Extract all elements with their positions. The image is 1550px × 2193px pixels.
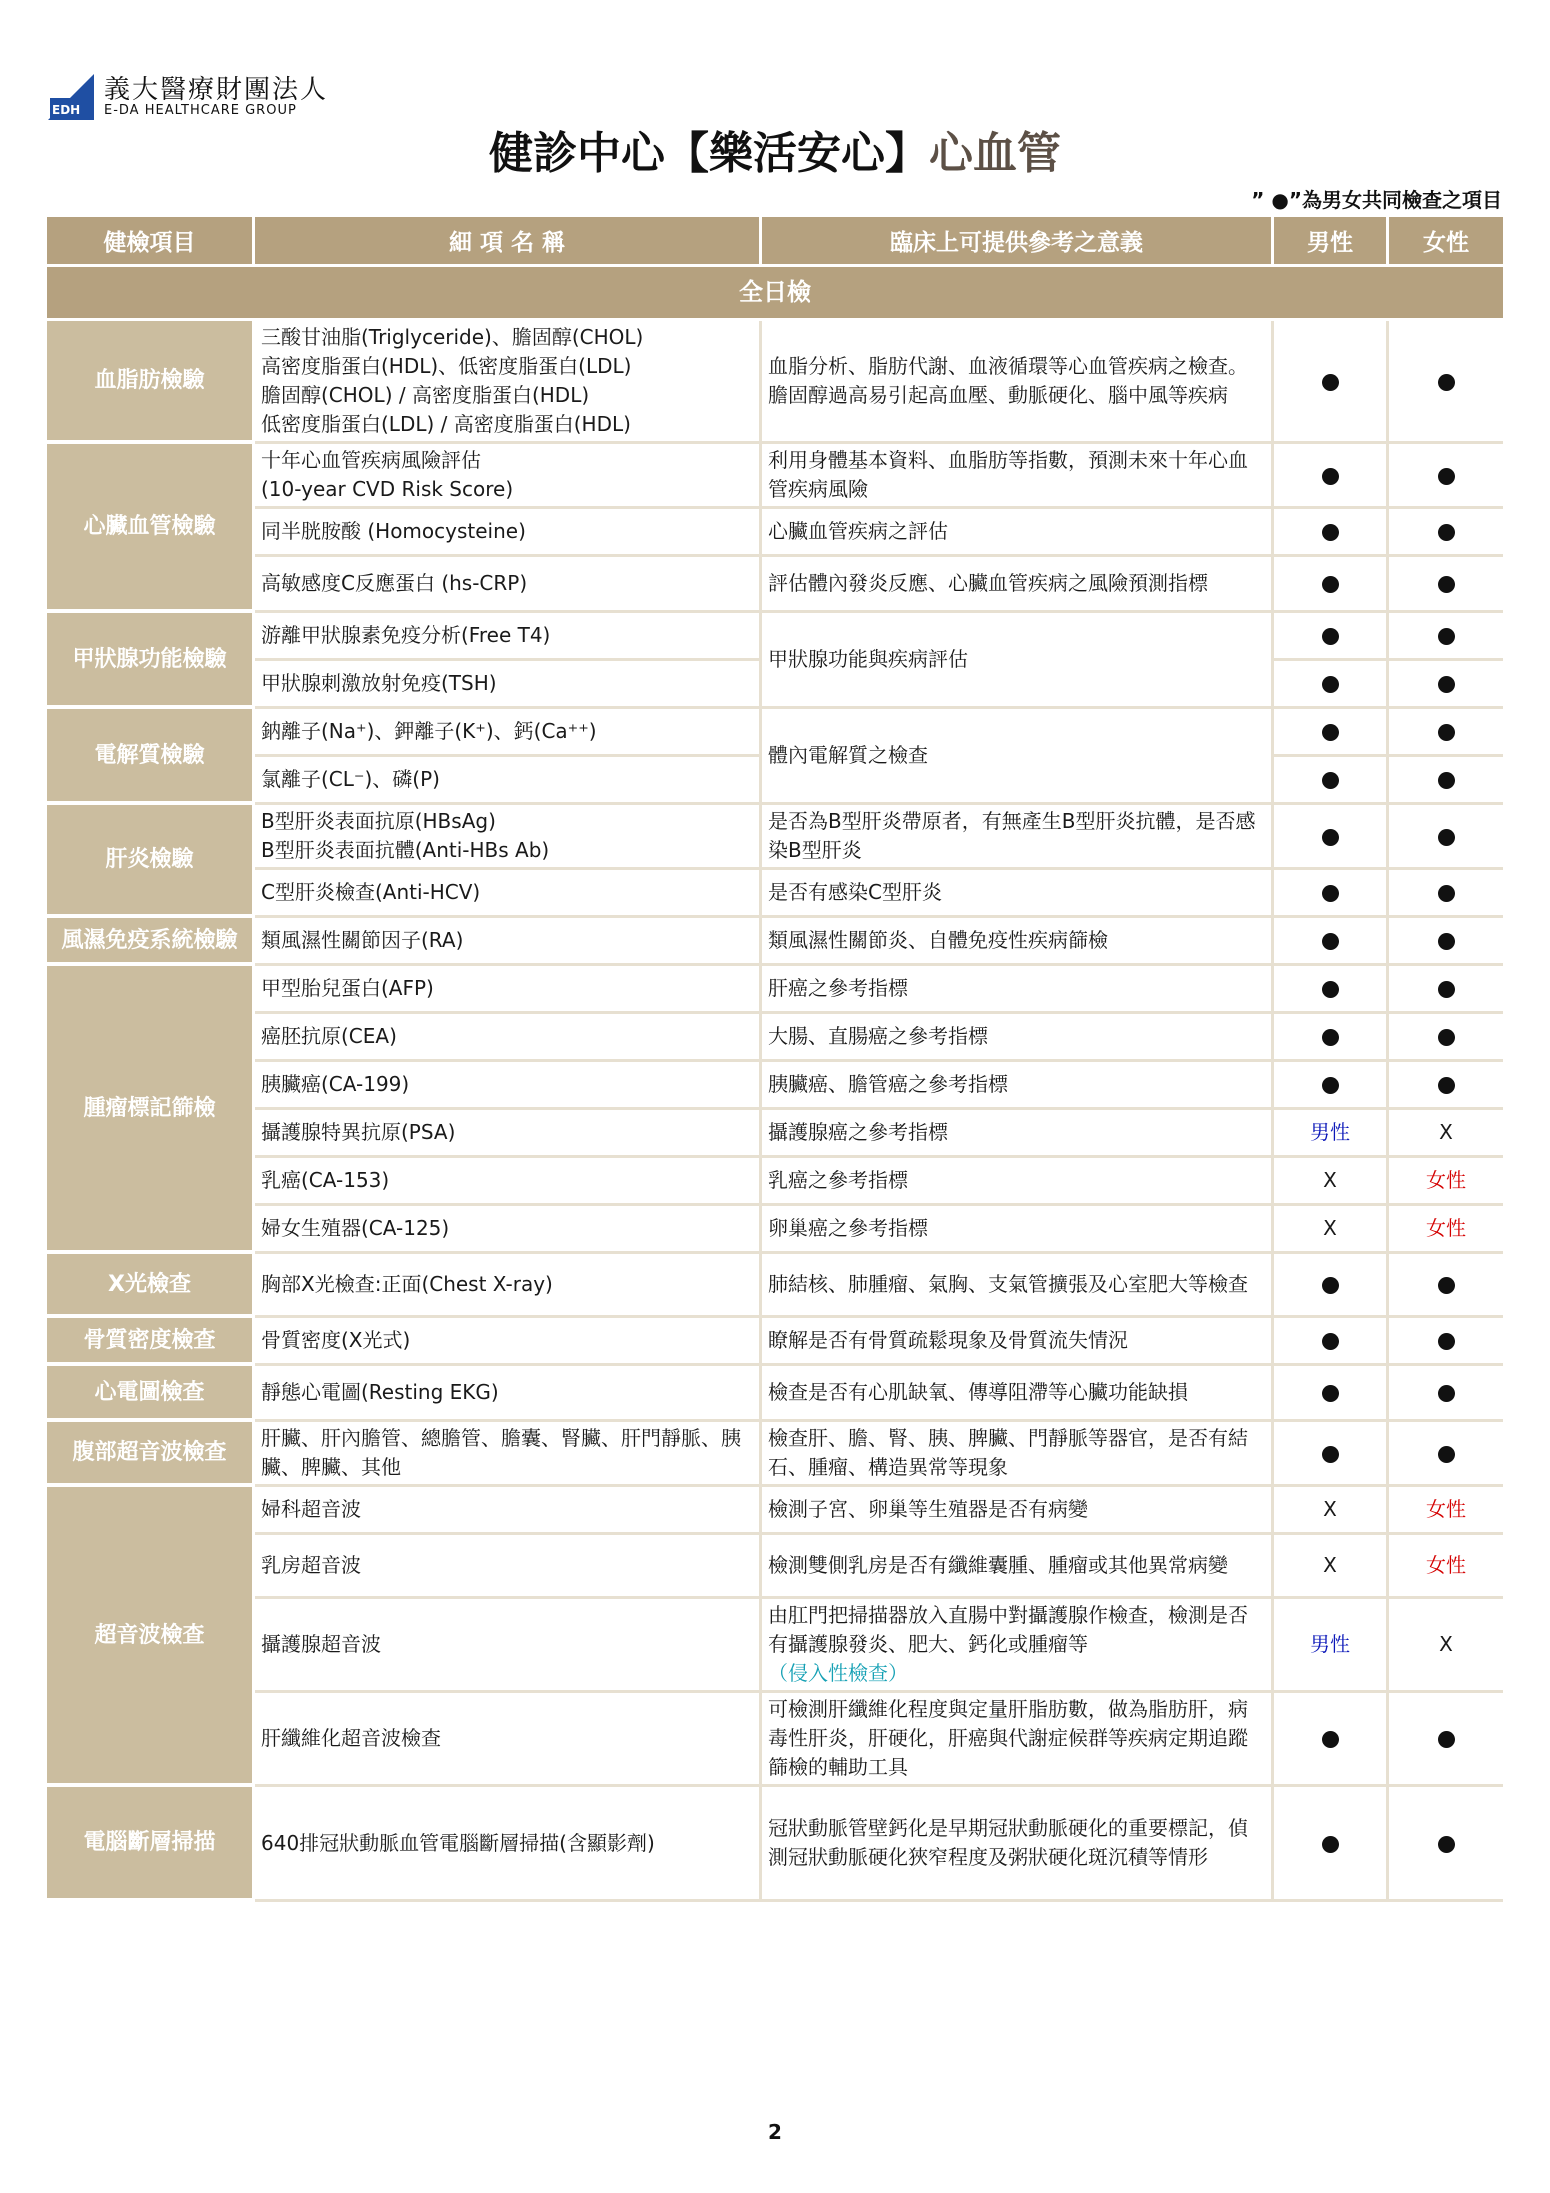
female-applicability-cell: [1389, 1206, 1503, 1254]
meaning-text: 肺結核、肺腫瘤、氣胸、支氣管擴張及心室肥大等檢查: [768, 1272, 1248, 1296]
meaning-text: 可檢測肝纖維化程度與定量肝脂肪數，做為脂肪肝，病毒性肝炎，肝硬化，肝癌與代謝症候群等疾病定期追蹤篩檢的輔助工具: [768, 1697, 1248, 1779]
meaning-cell: [762, 557, 1274, 613]
included-dot-icon: [1322, 576, 1339, 593]
included-dot-icon: [1438, 885, 1455, 902]
item-name-cell: [255, 1318, 762, 1366]
meaning-cell: [762, 1422, 1274, 1487]
female-applicability-cell: [1389, 613, 1503, 661]
category-cell: 超音波檢查: [47, 1487, 255, 1787]
female-applicability-cell: [1389, 509, 1503, 557]
item-name-cell: [255, 321, 762, 444]
item-name-cell: [255, 1366, 762, 1422]
included-dot-icon: [1322, 981, 1339, 998]
male-only-label: 男性: [1310, 1632, 1350, 1656]
included-dot-icon: [1322, 524, 1339, 541]
meaning-cell: [762, 1062, 1274, 1110]
male-applicability-cell: [1274, 709, 1389, 757]
category-cell: 肝炎檢驗: [47, 805, 255, 918]
included-dot-icon: [1438, 1446, 1455, 1463]
table-header-row: [47, 217, 1503, 267]
female-applicability-cell: [1389, 1787, 1503, 1902]
svg-text:EDH: EDH: [52, 103, 81, 117]
included-dot-icon: [1322, 1077, 1339, 1094]
male-applicability-cell: [1274, 1693, 1389, 1787]
meaning-text: 檢測子宮、卵巢等生殖器是否有病變: [768, 1497, 1088, 1521]
included-dot-icon: [1438, 1277, 1455, 1294]
male-applicability-cell: [1274, 1599, 1389, 1693]
item-name-line: 類風濕性關節因子(RA): [261, 928, 464, 952]
table-row: [47, 1487, 1503, 1535]
male-applicability-cell: [1274, 1487, 1389, 1535]
male-applicability-cell: [1274, 661, 1389, 709]
meaning-cell: [762, 918, 1274, 966]
item-name-line: 同半胱胺酸 (Homocysteine): [261, 519, 526, 543]
meaning-text: 評估體內發炎反應、心臟血管疾病之風險預測指標: [768, 571, 1208, 595]
included-dot-icon: [1322, 1385, 1339, 1402]
table-row: [47, 1110, 1503, 1158]
item-name-cell: [255, 1254, 762, 1318]
table-row: [47, 1366, 1503, 1422]
category-cell: X光檢查: [47, 1254, 255, 1318]
female-applicability-cell: [1389, 1110, 1503, 1158]
category-cell: 風濕免疫系統檢驗: [47, 918, 255, 966]
included-dot-icon: [1438, 576, 1455, 593]
meaning-cell: [762, 1206, 1274, 1254]
meaning-text: 利用身體基本資料、血脂肪等指數，預測未來十年心血管疾病風險: [768, 448, 1248, 501]
category-cell: 骨質密度檢查: [47, 1318, 255, 1366]
meaning-text: 乳癌之參考指標: [768, 1168, 908, 1192]
item-name-cell: [255, 1422, 762, 1487]
not-applicable-mark: X: [1323, 1168, 1337, 1192]
meaning-text: 甲狀腺功能與疾病評估: [768, 647, 968, 671]
table-row: [47, 613, 1503, 661]
exam-table: [47, 217, 1503, 1902]
meaning-text: 由肛門把掃描器放入直腸中對攝護腺作檢查，檢測是否有攝護腺發炎、肥大、鈣化或腫瘤等: [768, 1603, 1248, 1656]
table-row: [47, 709, 1503, 757]
meaning-cell: [762, 1318, 1274, 1366]
included-dot-icon: [1322, 374, 1339, 391]
item-name-line: 癌胚抗原(CEA): [261, 1024, 397, 1048]
table-row: [47, 1206, 1503, 1254]
meaning-cell: [762, 444, 1274, 509]
included-dot-icon: [1438, 1385, 1455, 1402]
table-row: [47, 918, 1503, 966]
male-applicability-cell: [1274, 613, 1389, 661]
included-dot-icon: [1322, 1029, 1339, 1046]
included-dot-icon: [1322, 628, 1339, 645]
item-name-line: 十年心血管疾病風險評估: [261, 448, 481, 472]
category-cell: 電腦斷層掃描: [47, 1787, 255, 1902]
meaning-text: 胰臟癌、膽管癌之參考指標: [768, 1072, 1008, 1096]
item-name-cell: [255, 805, 762, 870]
meaning-text: 類風濕性關節炎、自體免疫性疾病篩檢: [768, 928, 1108, 952]
not-applicable-mark: X: [1439, 1120, 1453, 1144]
male-only-label: 男性: [1310, 1120, 1350, 1144]
item-name-cell: [255, 966, 762, 1014]
not-applicable-mark: X: [1323, 1497, 1337, 1521]
item-name-cell: [255, 709, 762, 757]
included-dot-icon: [1438, 524, 1455, 541]
title-main: 健診中心【樂活安心】: [489, 128, 929, 179]
meaning-text: 體內電解質之檢查: [768, 743, 928, 767]
meaning-text: 大腸、直腸癌之參考指標: [768, 1024, 988, 1048]
female-applicability-cell: [1389, 1487, 1503, 1535]
female-applicability-cell: [1389, 557, 1503, 613]
female-applicability-cell: [1389, 1318, 1503, 1366]
page-number: 2: [768, 2120, 782, 2144]
included-dot-icon: [1322, 1277, 1339, 1294]
male-applicability-cell: [1274, 1254, 1389, 1318]
item-name-line: 游離甲狀腺素免疫分析(Free T4): [261, 623, 551, 647]
item-name-cell: [255, 1158, 762, 1206]
edh-logo-icon: [48, 74, 94, 120]
meaning-text: 肝癌之參考指標: [768, 976, 908, 1000]
meaning-text: 卵巢癌之參考指標: [768, 1216, 928, 1240]
meaning-cell: [762, 805, 1274, 870]
not-applicable-mark: X: [1323, 1553, 1337, 1577]
item-name-line: 高密度脂蛋白(HDL)、低密度脂蛋白(LDL): [261, 354, 632, 378]
item-name-line: B型肝炎表面抗原(HBsAg): [261, 809, 496, 833]
title-sub: 心血管: [929, 128, 1061, 179]
female-applicability-cell: [1389, 1158, 1503, 1206]
item-name-line: 胸部X光檢查:正面(Chest X-ray): [261, 1272, 553, 1296]
male-applicability-cell: [1274, 1318, 1389, 1366]
item-name-line: B型肝炎表面抗體(Anti-HBs Ab): [261, 838, 550, 862]
item-name-line: 骨質密度(X光式): [261, 1328, 411, 1352]
meaning-text: 檢查是否有心肌缺氧、傳導阻滯等心臟功能缺損: [768, 1380, 1188, 1404]
included-dot-icon: [1322, 724, 1339, 741]
meaning-cell: [762, 1787, 1274, 1902]
item-name-cell: [255, 1487, 762, 1535]
female-only-label: 女性: [1426, 1168, 1466, 1192]
item-name-line: 婦女生殖器(CA-125): [261, 1216, 450, 1240]
meaning-cell: [762, 1158, 1274, 1206]
item-name-line: 肝臟、肝內膽管、總膽管、膽囊、腎臟、肝門靜脈、胰臟、脾臟、其他: [261, 1426, 741, 1479]
included-dot-icon: [1438, 628, 1455, 645]
meaning-cell: [762, 966, 1274, 1014]
included-dot-icon: [1438, 933, 1455, 950]
item-name-line: 高敏感度C反應蛋白 (hs-CRP): [261, 571, 528, 595]
header-male: 男性: [1274, 217, 1389, 267]
included-dot-icon: [1438, 374, 1455, 391]
logo-english-name: E-DA HEALTHCARE GROUP: [104, 103, 297, 118]
header-category: 健檢項目: [47, 217, 255, 267]
table-row: [47, 557, 1503, 613]
female-applicability-cell: [1389, 661, 1503, 709]
male-applicability-cell: [1274, 1158, 1389, 1206]
header-female: 女性: [1389, 217, 1503, 267]
meaning-text: 是否有感染C型肝炎: [768, 880, 942, 904]
item-name-cell: [255, 1693, 762, 1787]
included-dot-icon: [1322, 933, 1339, 950]
female-applicability-cell: [1389, 1014, 1503, 1062]
item-name-cell: [255, 613, 762, 661]
meaning-text: 是否為B型肝炎帶原者，有無產生B型肝炎抗體，是否感染B型肝炎: [768, 809, 1256, 862]
female-applicability-cell: [1389, 1062, 1503, 1110]
female-applicability-cell: [1389, 757, 1503, 805]
meaning-cell: [762, 1487, 1274, 1535]
category-cell: 心電圖檢查: [47, 1366, 255, 1422]
female-applicability-cell: [1389, 444, 1503, 509]
item-name-line: 肝纖維化超音波檢查: [261, 1726, 441, 1750]
item-name-line: 氯離子(CL⁻)、磷(P): [261, 767, 440, 791]
male-applicability-cell: [1274, 321, 1389, 444]
item-name-line: 胰臟癌(CA-199): [261, 1072, 410, 1096]
item-name-cell: [255, 444, 762, 509]
table-row: [47, 966, 1503, 1014]
table-row: [47, 1254, 1503, 1318]
male-applicability-cell: [1274, 1422, 1389, 1487]
item-name-line: C型肝炎檢查(Anti-HCV): [261, 880, 481, 904]
included-dot-icon: [1322, 772, 1339, 789]
item-name-line: (10-year CVD Risk Score): [261, 477, 514, 501]
item-name-cell: [255, 1787, 762, 1902]
included-dot-icon: [1322, 1836, 1339, 1853]
included-dot-icon: [1438, 981, 1455, 998]
category-cell: 電解質檢驗: [47, 709, 255, 805]
table-row: [47, 1422, 1503, 1487]
item-name-cell: [255, 1062, 762, 1110]
item-name-cell: [255, 509, 762, 557]
section-row: [47, 267, 1503, 321]
header-item: 細 項 名 稱: [255, 217, 762, 267]
meaning-text: 血脂分析、脂肪代謝、血液循環等心血管疾病之檢查。膽固醇過高易引起高血壓、動脈硬化、腦中風等疾病: [768, 354, 1248, 407]
page-title: [0, 122, 1550, 186]
meaning-cell: [762, 1110, 1274, 1158]
category-cell: 腫瘤標記篩檢: [47, 966, 255, 1254]
header-meaning: 臨床上可提供參考之意義: [762, 217, 1274, 267]
meaning-cell: [762, 870, 1274, 918]
male-applicability-cell: [1274, 805, 1389, 870]
included-dot-icon: [1438, 1731, 1455, 1748]
male-applicability-cell: [1274, 757, 1389, 805]
table-row: [47, 1014, 1503, 1062]
meaning-text: 瞭解是否有骨質疏鬆現象及骨質流失情況: [768, 1328, 1128, 1352]
item-name-line: 甲型胎兒蛋白(AFP): [261, 976, 434, 1000]
meaning-text: 攝護腺癌之參考指標: [768, 1120, 948, 1144]
included-dot-icon: [1438, 772, 1455, 789]
logo-chinese-name: 義大醫療財團法人: [104, 75, 329, 105]
meaning-cell: [762, 1599, 1274, 1693]
male-applicability-cell: [1274, 1206, 1389, 1254]
table-row: [47, 1787, 1503, 1902]
table-row: [47, 1318, 1503, 1366]
item-name-cell: [255, 1206, 762, 1254]
male-applicability-cell: [1274, 1535, 1389, 1599]
item-name-line: 攝護腺超音波: [261, 1632, 381, 1656]
table-row: [47, 509, 1503, 557]
table-row: [47, 1693, 1503, 1787]
category-cell: 腹部超音波檢查: [47, 1422, 255, 1487]
table-row: [47, 870, 1503, 918]
logo: [48, 72, 328, 122]
exam-table-wrapper: [47, 217, 1503, 1902]
category-cell: 甲狀腺功能檢驗: [47, 613, 255, 709]
included-dot-icon: [1438, 1077, 1455, 1094]
item-name-cell: [255, 757, 762, 805]
female-applicability-cell: [1389, 918, 1503, 966]
item-name-line: 乳房超音波: [261, 1553, 361, 1577]
included-dot-icon: [1438, 1836, 1455, 1853]
item-name-line: 靜態心電圖(Resting EKG): [261, 1380, 499, 1404]
meaning-cell: [762, 709, 1274, 805]
meaning-cell: [762, 321, 1274, 444]
item-name-line: 640排冠狀動脈血管電腦斷層掃描(含顯影劑): [261, 1830, 655, 1855]
female-applicability-cell: [1389, 1535, 1503, 1599]
included-dot-icon: [1322, 829, 1339, 846]
table-row: [47, 1062, 1503, 1110]
male-applicability-cell: [1274, 444, 1389, 509]
male-applicability-cell: [1274, 870, 1389, 918]
included-dot-icon: [1438, 829, 1455, 846]
female-applicability-cell: [1389, 805, 1503, 870]
male-applicability-cell: [1274, 1366, 1389, 1422]
female-only-label: 女性: [1426, 1553, 1466, 1577]
item-name-cell: [255, 918, 762, 966]
item-name-cell: [255, 1535, 762, 1599]
meaning-text: 檢查肝、膽、腎、胰、脾臟、門靜脈等器官，是否有結石、腫瘤、構造異常等現象: [768, 1426, 1248, 1479]
meaning-cell: [762, 1254, 1274, 1318]
item-name-line: 婦科超音波: [261, 1497, 361, 1521]
meaning-cell: [762, 1535, 1274, 1599]
item-name-line: 膽固醇(CHOL) / 高密度脂蛋白(HDL): [261, 383, 590, 407]
female-applicability-cell: [1389, 870, 1503, 918]
category-cell: 心臟血管檢驗: [47, 444, 255, 613]
table-row: [47, 1535, 1503, 1599]
invasive-note: （侵入性檢查）: [768, 1661, 908, 1685]
male-applicability-cell: [1274, 1062, 1389, 1110]
female-applicability-cell: [1389, 1693, 1503, 1787]
included-dot-icon: [1438, 468, 1455, 485]
meaning-cell: [762, 509, 1274, 557]
item-name-cell: [255, 1110, 762, 1158]
legend-note: ” ●”為男女共同檢查之項目: [1251, 188, 1502, 212]
table-row: [47, 444, 1503, 509]
female-only-label: 女性: [1426, 1497, 1466, 1521]
female-applicability-cell: [1389, 321, 1503, 444]
female-applicability-cell: [1389, 709, 1503, 757]
meaning-text: 冠狀動脈管壁鈣化是早期冠狀動脈硬化的重要標記，偵測冠狀動脈硬化狹窄程度及粥狀硬化斑沉積等情形: [768, 1816, 1248, 1869]
male-applicability-cell: [1274, 509, 1389, 557]
included-dot-icon: [1438, 1333, 1455, 1350]
meaning-cell: [762, 1693, 1274, 1787]
female-applicability-cell: [1389, 966, 1503, 1014]
section-label: 全日檢: [47, 267, 1503, 321]
included-dot-icon: [1438, 1029, 1455, 1046]
table-row: [47, 1599, 1503, 1693]
female-applicability-cell: [1389, 1366, 1503, 1422]
table-row: [47, 805, 1503, 870]
item-name-line: 三酸甘油脂(Triglyceride)、膽固醇(CHOL): [261, 325, 644, 349]
meaning-cell: [762, 1366, 1274, 1422]
included-dot-icon: [1438, 724, 1455, 741]
item-name-line: 低密度脂蛋白(LDL) / 高密度脂蛋白(HDL): [261, 412, 631, 436]
male-applicability-cell: [1274, 1787, 1389, 1902]
category-cell: 血脂肪檢驗: [47, 321, 255, 444]
male-applicability-cell: [1274, 1110, 1389, 1158]
male-applicability-cell: [1274, 918, 1389, 966]
not-applicable-mark: X: [1323, 1216, 1337, 1240]
included-dot-icon: [1322, 468, 1339, 485]
not-applicable-mark: X: [1439, 1632, 1453, 1656]
item-name-line: 乳癌(CA-153): [261, 1168, 390, 1192]
item-name-line: 甲狀腺刺激放射免疫(TSH): [261, 671, 497, 695]
male-applicability-cell: [1274, 557, 1389, 613]
item-name-cell: [255, 557, 762, 613]
item-name-cell: [255, 1014, 762, 1062]
meaning-text: 心臟血管疾病之評估: [768, 519, 948, 543]
meaning-text: 檢測雙側乳房是否有纖維囊腫、腫瘤或其他異常病變: [768, 1553, 1228, 1577]
male-applicability-cell: [1274, 1014, 1389, 1062]
meaning-cell: [762, 1014, 1274, 1062]
item-name-cell: [255, 1599, 762, 1693]
female-applicability-cell: [1389, 1422, 1503, 1487]
included-dot-icon: [1322, 1731, 1339, 1748]
included-dot-icon: [1322, 676, 1339, 693]
item-name-line: 攝護腺特異抗原(PSA): [261, 1120, 456, 1144]
included-dot-icon: [1322, 1446, 1339, 1463]
female-only-label: 女性: [1426, 1216, 1466, 1240]
table-row: [47, 1158, 1503, 1206]
item-name-cell: [255, 870, 762, 918]
table-row: [47, 321, 1503, 444]
female-applicability-cell: [1389, 1254, 1503, 1318]
item-name-cell: [255, 661, 762, 709]
included-dot-icon: [1322, 1333, 1339, 1350]
included-dot-icon: [1438, 676, 1455, 693]
item-name-line: 鈉離子(Na⁺)、鉀離子(K⁺)、鈣(Ca⁺⁺): [261, 719, 597, 743]
female-applicability-cell: [1389, 1599, 1503, 1693]
male-applicability-cell: [1274, 966, 1389, 1014]
meaning-cell: [762, 613, 1274, 709]
included-dot-icon: [1322, 885, 1339, 902]
